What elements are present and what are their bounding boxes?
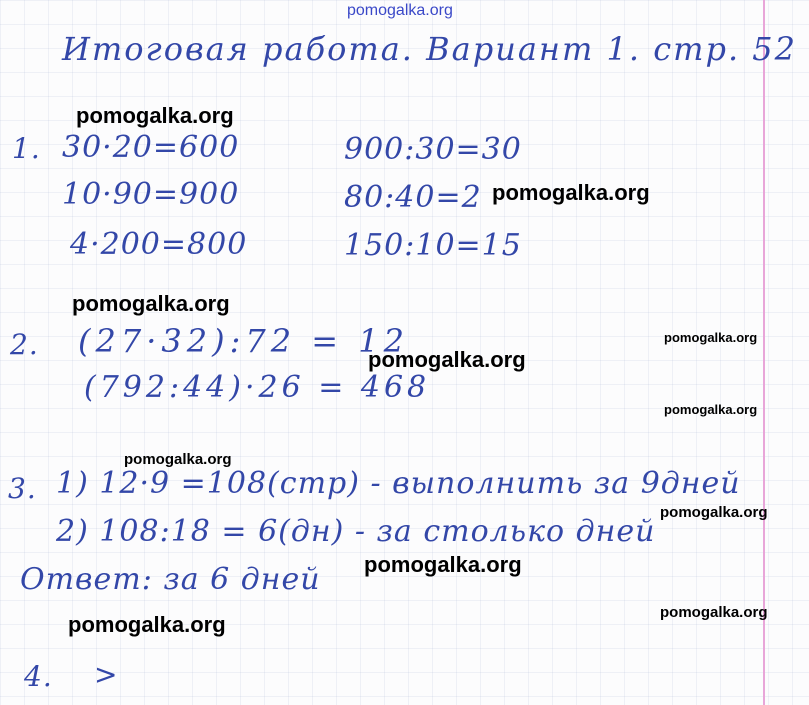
watermark-top: pomogalka.org (347, 2, 453, 19)
watermark: pomogalka.org (68, 612, 226, 637)
task3-answer: Ответ: за 6 дней (20, 562, 321, 597)
margin-line (763, 0, 765, 705)
task1-number: 1. (12, 132, 41, 165)
task2-line-2: (792:44)·26 = 468 (84, 370, 431, 405)
watermark: pomogalka.org (76, 103, 234, 128)
page-title: Итоговая работа. Вариант 1. стр. 52 (62, 30, 798, 68)
watermark: pomogalka.org (492, 180, 650, 205)
task4-number: 4. (24, 660, 53, 693)
watermark: pomogalka.org (664, 402, 758, 417)
watermark: pomogalka.org (124, 451, 232, 468)
task1-left-line-1: 30·20=600 (62, 130, 240, 165)
watermark: pomogalka.org (72, 291, 230, 316)
watermark: pomogalka.org (368, 347, 526, 372)
task3-line-2: 2) 108:18 = 6(дн) - за столько дней (56, 514, 656, 549)
watermark: pomogalka.org (660, 504, 768, 521)
task2-number: 2. (10, 328, 39, 361)
task1-right-line-3: 150:10=15 (344, 228, 522, 263)
task4-content: > (94, 658, 119, 691)
task1-left-line-2: 10·90=900 (62, 177, 240, 212)
task2-line-1: (27·32):72 = 12 (78, 322, 409, 360)
task3-number: 3. (8, 472, 37, 505)
task1-left-line-3: 4·200=800 (70, 227, 248, 262)
watermark: pomogalka.org (660, 604, 768, 621)
task1-right-line-1: 900:30=30 (344, 132, 522, 167)
task1-right-line-2: 80:40=2 (344, 180, 482, 215)
watermark: pomogalka.org (664, 330, 758, 345)
task3-line-1: 1) 12·9 =108(стр) - выполнить за 9дней (56, 466, 741, 501)
watermark: pomogalka.org (364, 552, 522, 577)
